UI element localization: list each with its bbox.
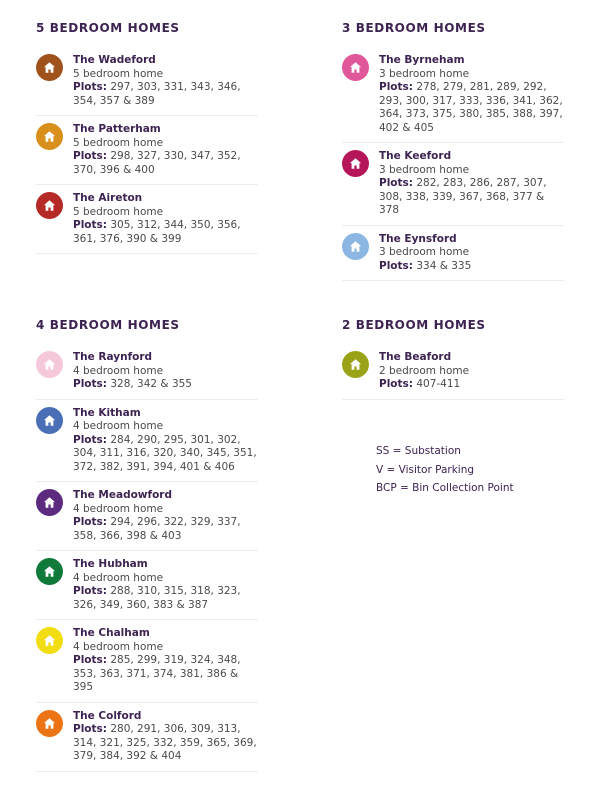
house-type-entry — [36, 558, 258, 620]
house-name: The Patterham — [73, 123, 161, 135]
bedroom-count: 3 bedroom home — [379, 163, 470, 176]
plots-label: Plots: — [379, 259, 413, 272]
plots-line — [73, 81, 258, 108]
plot-numbers: 284, 290, 295, 301, 302, 304, 311, 316, 320, 340, 345, 351, 372, 382, 391, 394, 401 & 406 — [73, 433, 257, 473]
house-name: The Hubham — [73, 558, 148, 570]
house-icon — [36, 407, 63, 434]
house-icon — [36, 123, 63, 150]
plots-label: Plots: — [73, 516, 107, 528]
bedroom-count: 5 bedroom home — [73, 205, 164, 218]
plots-label: Plots: — [73, 723, 107, 735]
house-list — [342, 54, 564, 281]
plot-numbers: 298, 327, 330, 347, 352, 370, 396 & 400 — [73, 150, 241, 176]
plot-numbers: 278, 279, 281, 289, 292, 293, 300, 317, 333, 336, 341, 362, 364, 373, 375, 380, 385, 388, 397, 402 & 405 — [379, 81, 563, 134]
house-name: The Wadeford — [73, 54, 156, 66]
plots-line — [73, 516, 258, 543]
house-type-entry — [342, 150, 564, 226]
section-3-bedroom — [342, 20, 564, 288]
plots-label: Plots: — [73, 585, 107, 597]
plot-numbers: 334 & 335 — [416, 259, 472, 272]
house-type-entry — [342, 54, 564, 143]
plots-line — [379, 81, 564, 135]
plots-line — [379, 177, 564, 218]
house-list — [36, 54, 258, 254]
section-title: 5 BEDROOM HOMES — [36, 21, 180, 35]
house-icon — [36, 489, 63, 516]
house-name: The Eynsford — [379, 232, 457, 245]
bedroom-count: 4 bedroom home — [73, 640, 164, 653]
plot-numbers: 407-411 — [416, 378, 461, 390]
plot-numbers: 305, 312, 344, 350, 356, 361, 376, 390 & 399 — [73, 219, 241, 245]
bedroom-count: 4 bedroom home — [73, 502, 164, 515]
house-type-entry — [36, 192, 258, 254]
house-icon — [36, 710, 63, 737]
bedroom-count: 2 bedroom home — [379, 364, 470, 377]
bedroom-count: 5 bedroom home — [73, 136, 164, 149]
plots-line — [379, 378, 564, 392]
plots-label: Plots: — [73, 378, 107, 390]
house-name: The Keeford — [379, 150, 452, 162]
house-type-entry — [36, 710, 258, 772]
plot-numbers: 285, 299, 319, 324, 348, 353, 363, 371, 374, 381, 386 & 395 — [73, 654, 241, 693]
plots-label: Plots: — [73, 654, 107, 666]
bedroom-count: 4 bedroom home — [73, 420, 164, 432]
house-type-entry — [36, 351, 258, 400]
plots-line — [73, 585, 258, 612]
section-5-bedroom — [36, 20, 258, 261]
plots-label: Plots: — [379, 378, 413, 390]
plots-line — [73, 219, 258, 246]
plots-label: Plots: — [73, 219, 107, 231]
house-icon — [36, 54, 63, 81]
house-list — [342, 351, 564, 400]
house-icon — [36, 558, 63, 585]
plot-numbers: 288, 310, 315, 318, 323, 326, 349, 360, 383 & 387 — [73, 585, 241, 611]
section-title: 4 BEDROOM HOMES — [36, 318, 180, 332]
house-icon — [342, 150, 369, 177]
house-list — [36, 351, 258, 772]
house-type-entry — [342, 351, 564, 400]
legend-bin-collection: BCP = Bin Collection Point — [376, 482, 514, 494]
section-4-bedroom — [36, 317, 258, 779]
house-icon — [342, 233, 369, 260]
house-icon — [36, 351, 63, 378]
plots-line — [73, 723, 258, 764]
legend-substation: SS = Substation — [376, 445, 461, 457]
plots-line — [73, 654, 258, 695]
house-name: The Chalham — [73, 627, 150, 639]
bedroom-count: 4 bedroom home — [73, 364, 164, 377]
house-name: The Meadowford — [73, 489, 172, 501]
house-type-entry — [36, 407, 258, 483]
section-title: 3 BEDROOM HOMES — [342, 21, 486, 35]
plots-line — [73, 378, 258, 392]
house-name: The Byrneham — [379, 54, 465, 66]
house-name: The Aireton — [73, 192, 143, 204]
plots-label: Plots: — [379, 177, 413, 189]
plots-line — [73, 434, 258, 475]
plot-numbers: 328, 342 & 355 — [110, 378, 192, 390]
house-name: The Kitham — [73, 406, 141, 419]
plot-numbers: 294, 296, 322, 329, 337, 358, 366, 398 & 403 — [73, 516, 241, 542]
bedroom-count: 3 bedroom home — [379, 67, 470, 80]
plots-label: Plots: — [379, 81, 413, 93]
house-name: The Colford — [73, 709, 142, 722]
house-icon — [342, 351, 369, 378]
house-type-entry — [342, 233, 564, 282]
plots-line — [73, 150, 258, 177]
house-name: The Beaford — [379, 351, 452, 363]
house-icon — [36, 627, 63, 654]
section-2-bedroom — [342, 317, 564, 407]
bedroom-count: 3 bedroom home — [379, 246, 470, 258]
plots-label: Plots: — [73, 150, 107, 162]
plots-label: Plots: — [73, 81, 107, 93]
house-icon — [36, 192, 63, 219]
house-type-entry — [36, 123, 258, 185]
bedroom-count: 5 bedroom home — [73, 67, 164, 80]
abbreviation-legend — [376, 442, 514, 498]
plot-numbers: 282, 283, 286, 287, 307, 308, 338, 339, 367, 368, 377 & 378 — [379, 177, 547, 216]
plot-numbers: 280, 291, 306, 309, 313, 314, 321, 325, 332, 359, 365, 369, 379, 384, 392 & 404 — [73, 723, 257, 762]
house-icon — [342, 54, 369, 81]
house-type-entry — [36, 489, 258, 551]
bedroom-count: 4 bedroom home — [73, 571, 164, 584]
plots-label: Plots: — [73, 433, 107, 446]
house-type-entry — [36, 627, 258, 703]
plot-numbers: 297, 303, 331, 343, 346, 354, 357 & 389 — [73, 81, 241, 107]
section-title: 2 BEDROOM HOMES — [342, 318, 486, 332]
house-name: The Raynford — [73, 351, 153, 363]
legend-visitor-parking: V = Visitor Parking — [376, 463, 475, 476]
house-type-entry — [36, 54, 258, 116]
plots-line — [379, 260, 564, 274]
